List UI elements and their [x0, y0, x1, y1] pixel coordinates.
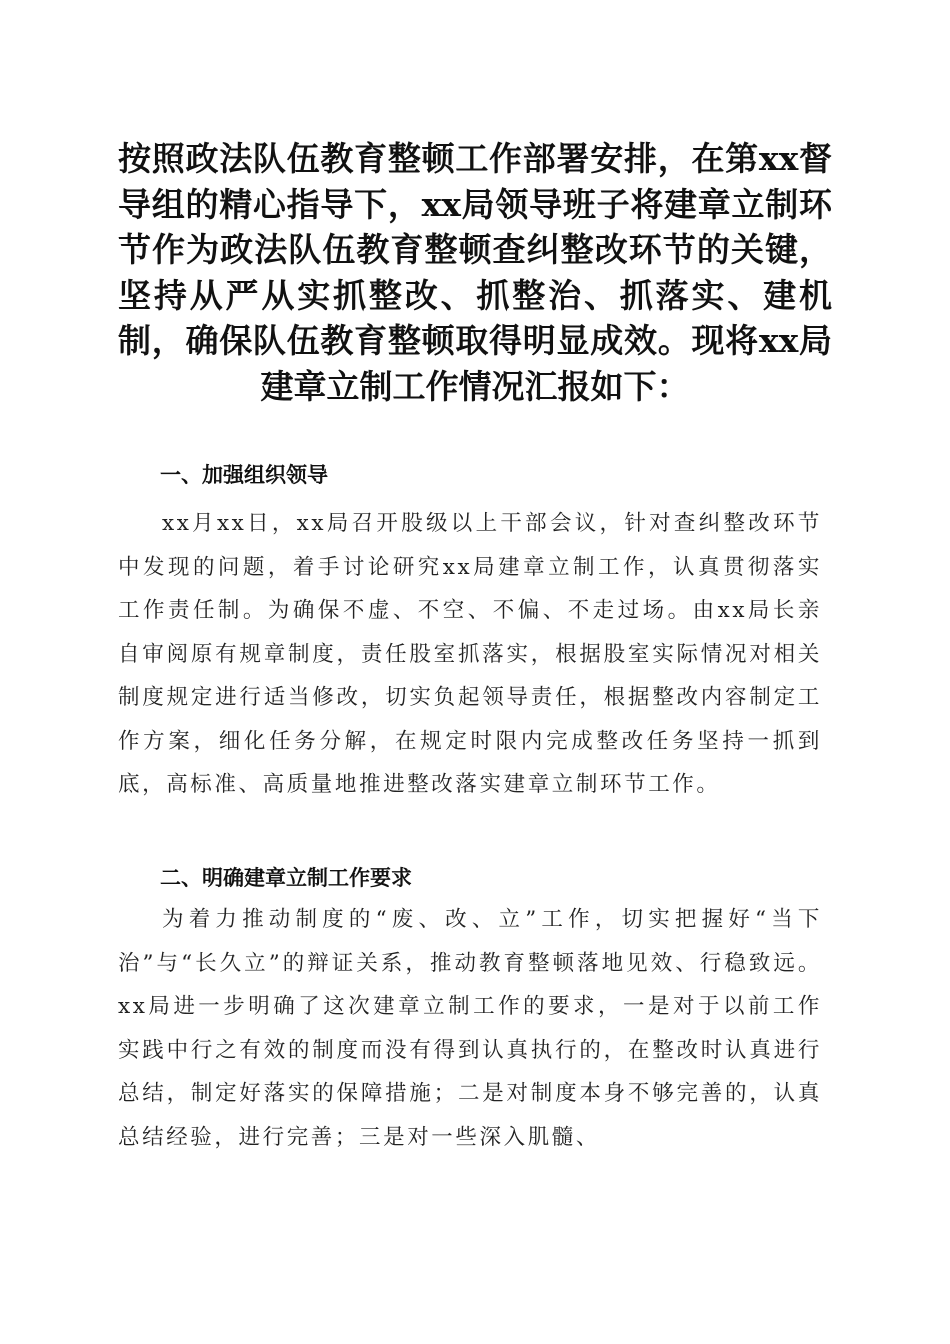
document-title: 按照政法队伍教育整顿工作部署安排，在第xx督导组的精心指导下，xx局领导班子将建章立制环节作为政法队伍教育整顿查纠整改环节的关键，坚持从严从实抓整改、抓整治、抓落实、建机制，确保队伍教育整顿取得明显成效。现将xx局建章立制工作情况汇报如下：: [118, 139, 832, 406]
section-paragraph-requirements: 为着力推动制度的“废、改、立”工作，切实把握好“当下治”与“长久立”的辩证关系，推动教育整顿落地见效、行稳致远。xx局进一步明确了这次建章立制工作的要求，一是对于以前工作实践中行之有效的制度而没有得到认真执行的，在整改时认真进行总结，制定好落实的保障措施；二是对制度本身不够完善的，认真总结经验，进行完善；三是对一些深入肌髓、: [118, 907, 822, 1150]
section-heading-requirements: 二、明确建章立制工作要求: [160, 866, 412, 890]
section-paragraph-organization: xx月xx日，xx局召开股级以上干部会议，针对查纠整改环节中发现的问题，着手讨论研究xx局建章立制工作，认真贯彻落实工作责任制。为确保不虚、不空、不偏、不走过场。由xx局长亲自审阅原有规章制度，责任股室抓落实，根据股室实际情况对相关制度规定进行适当修改，切实负起领导责任，根据整改内容制定工作方案，细化任务分解，在规定时限内完成整改任务坚持一抓到底，高标准、高质量地推进整改落实建章立制环节工作。: [118, 511, 822, 797]
section-heading-organization: 一、加强组织领导: [160, 463, 328, 487]
